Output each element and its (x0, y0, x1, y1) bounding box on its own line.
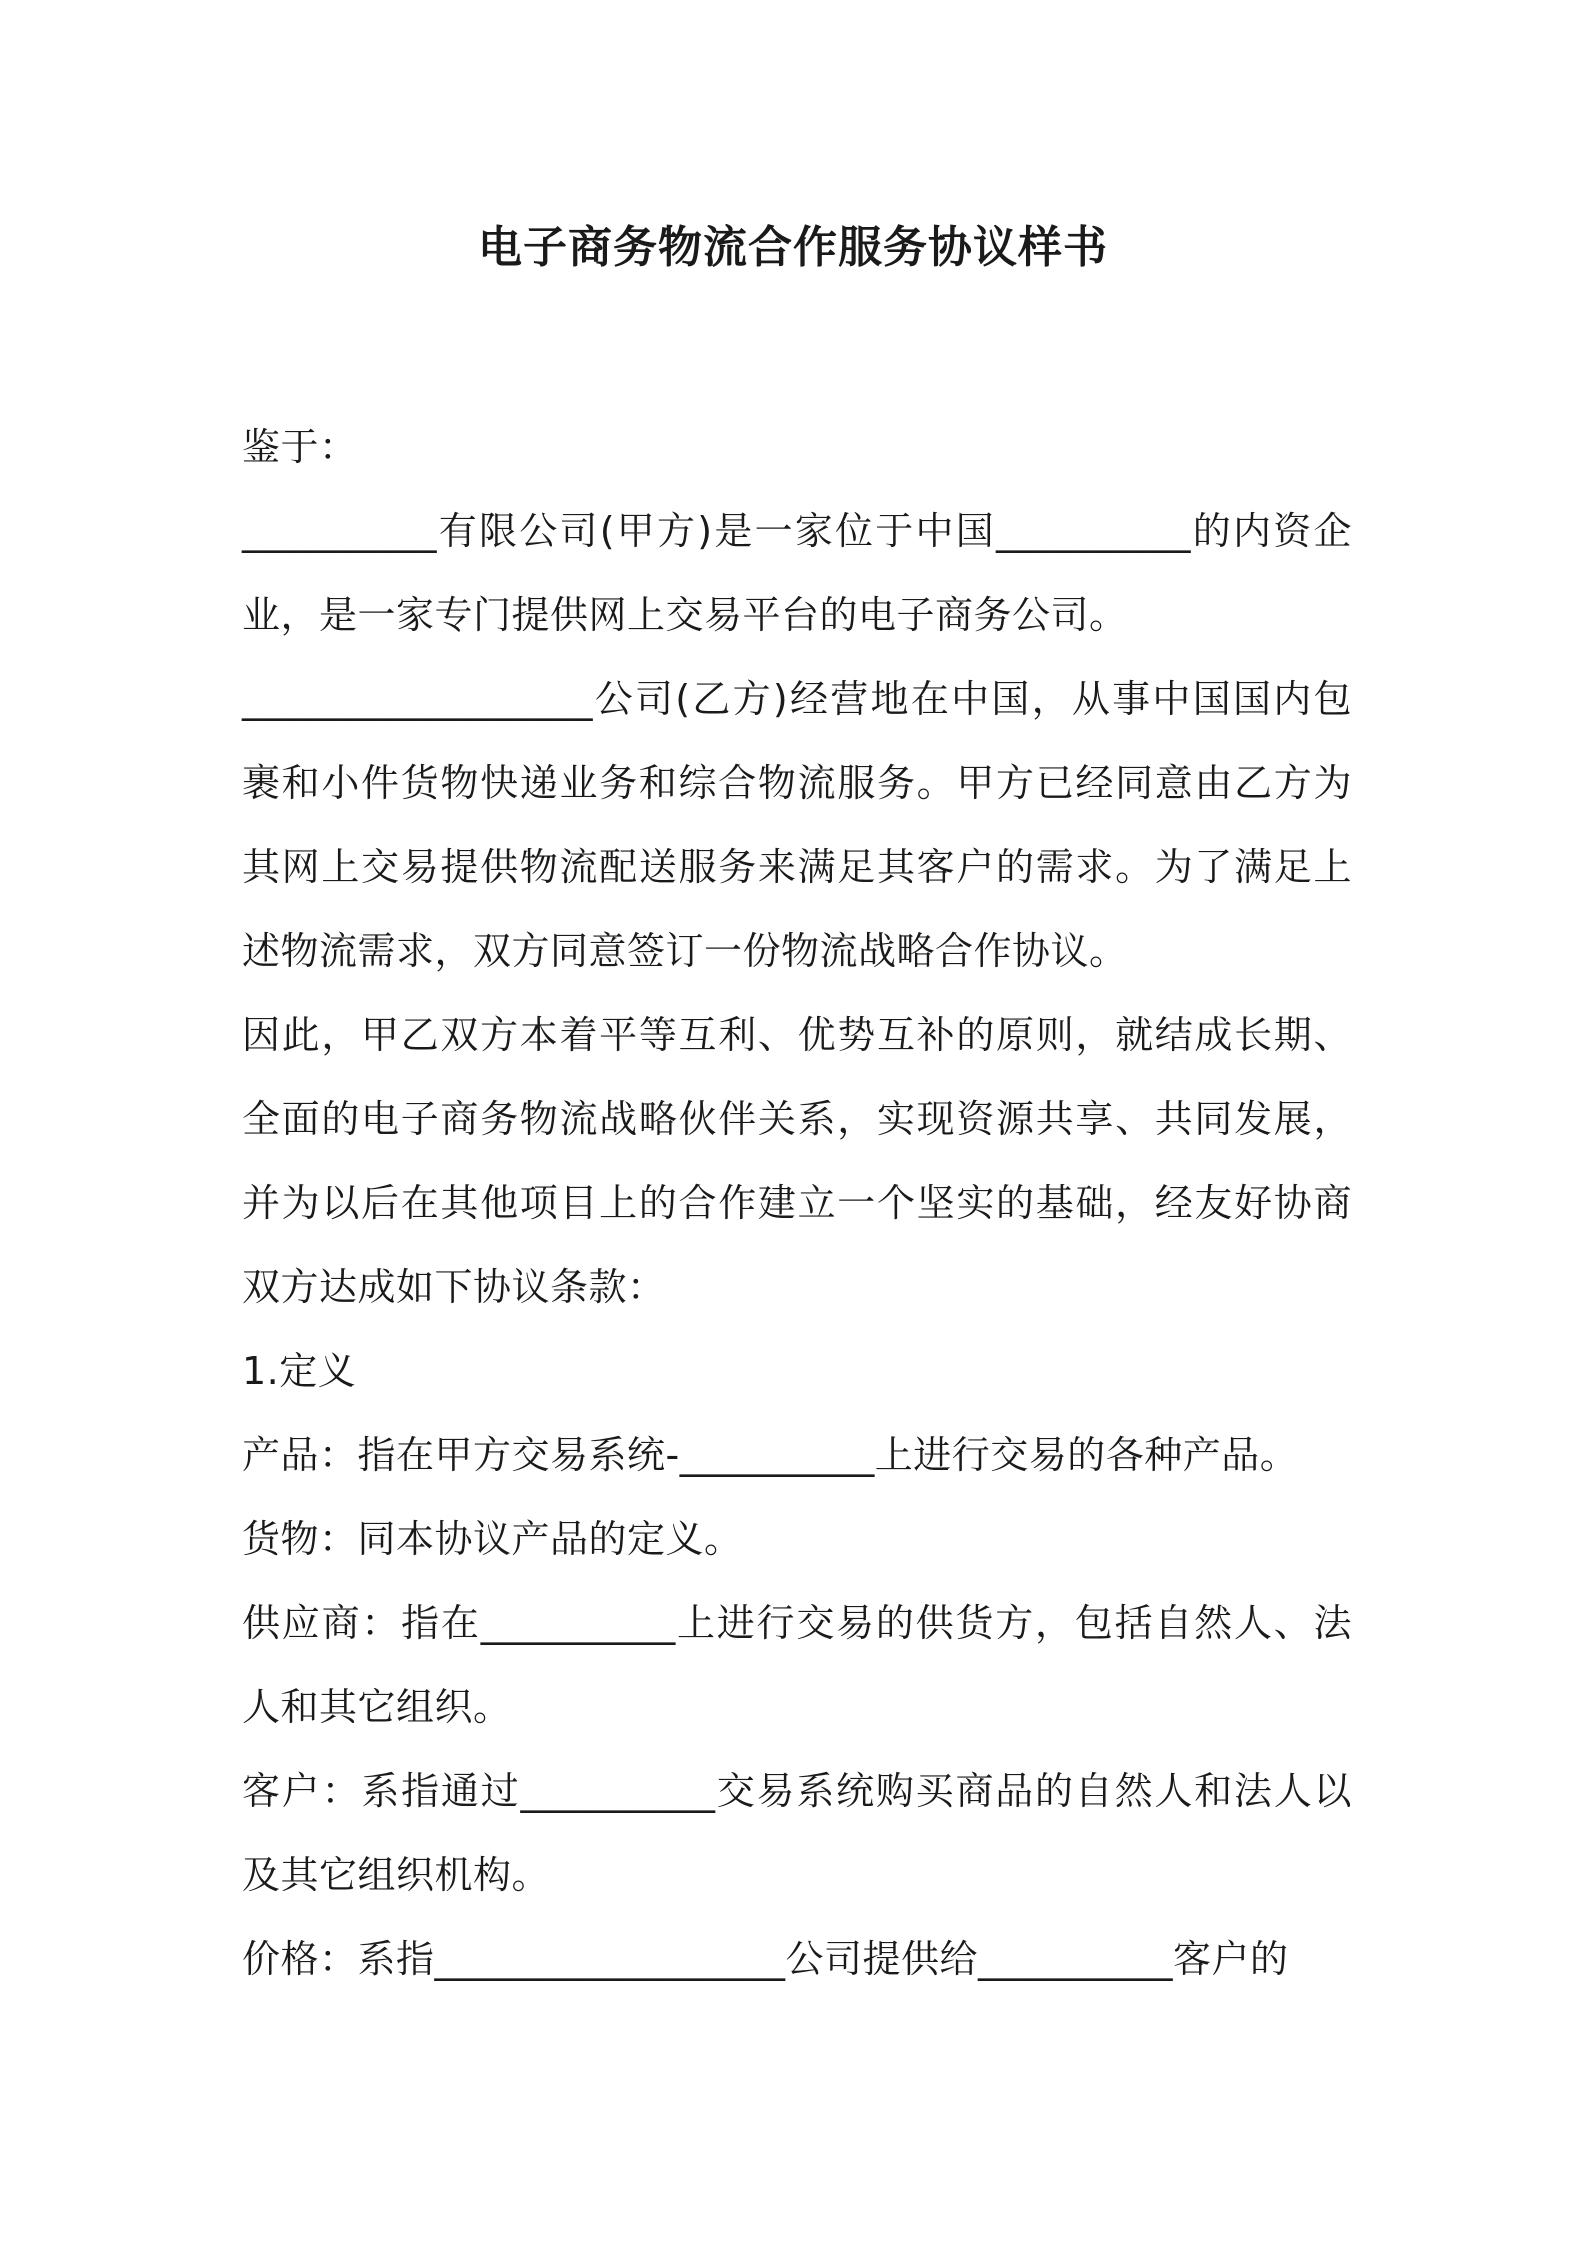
paragraph-party-a: __________有限公司(甲方)是一家位于中国__________的内资企业，是一家专门提供网上交易平台的电子商务公司。 (242, 509, 1352, 637)
section-heading-definitions: 1.定义 (242, 1349, 357, 1393)
definition-price: 价格：系指__________________公司提供给__________客户的 (242, 1937, 1289, 1981)
paragraph-principles: 因此，甲乙双方本着平等互利、优势互补的原则，就结成长期、全面的电子商务物流战略伙伴关系，实现资源共享、共同发展，并为以后在其他项目上的合作建立一个坚实的基础，经友好协商双方达成如下协议条款： (242, 1013, 1352, 1309)
definition-product: 产品：指在甲方交易系统-__________上进行交易的各种产品。 (242, 1433, 1299, 1477)
document-body (242, 405, 1352, 2001)
definition-supplier: 供应商：指在__________上进行交易的供货方，包括自然人、法人和其它组织。 (242, 1601, 1352, 1729)
definition-goods: 货物：同本协议产品的定义。 (242, 1517, 743, 1561)
paragraph-whereas: 鉴于： (242, 425, 358, 469)
document-title: 电子商务物流合作服务协议样书 (478, 222, 1108, 273)
paragraph-party-b: __________________公司(乙方)经营地在中国，从事中国国内包裹和小件货物快递业务和综合物流服务。甲方已经同意由乙方为其网上交易提供物流配送服务来满足其客户的需求。为了满足上述物流需求，双方同意签订一份物流战略合作协议。 (242, 677, 1352, 973)
definition-customer: 客户：系指通过__________交易系统购买商品的自然人和法人以及其它组织机构。 (242, 1769, 1352, 1897)
